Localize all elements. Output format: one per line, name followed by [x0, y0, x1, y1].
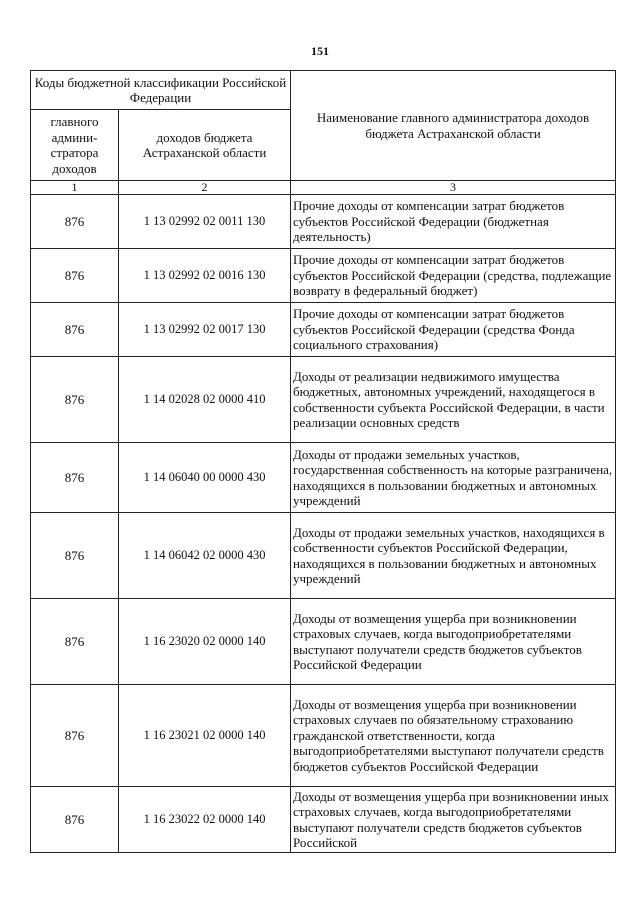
table-row: [31, 787, 616, 853]
admin-code-cell: 876: [31, 685, 119, 787]
admin-column-header: главного админи-стратора доходов: [31, 110, 119, 181]
codes-group-header: Коды бюджетной классификации Российской Федерации: [31, 71, 291, 110]
table-row: [31, 195, 616, 249]
income-code-cell: 1 14 06040 00 0000 430: [119, 443, 291, 513]
income-name-cell: Доходы от возмещения ущерба при возникновении страховых случаев, когда выгодоприобретателями выступают получатели средств бюджетов субъектов Российской Федерации: [291, 599, 616, 685]
income-name-cell: Доходы от продажи земельных участков, государственная собственность на которые разграничена, находящихся в пользовании бюджетных и автономных учреждений: [291, 443, 616, 513]
column-number-2: 2: [119, 181, 291, 195]
income-name-cell: Прочие доходы от компенсации затрат бюджетов субъектов Российской Федерации (средства, подлежащие возврату в федеральный бюджет): [291, 249, 616, 303]
page-number: 151: [311, 44, 329, 58]
admin-code-cell: 876: [31, 249, 119, 303]
income-column-header: доходов бюджета Астраханской области: [119, 110, 291, 181]
income-code-cell: 1 14 06042 02 0000 430: [119, 513, 291, 599]
income-name-cell: Прочие доходы от компенсации затрат бюджетов субъектов Российской Федерации (средства Фонда социального страхования): [291, 303, 616, 357]
income-code-cell: 1 13 02992 02 0017 130: [119, 303, 291, 357]
admin-code-cell: 876: [31, 599, 119, 685]
table-row: [31, 357, 616, 443]
income-name-cell: Доходы от возмещения ущерба при возникновении иных страховых случаев, когда выгодоприобретателями выступают получатели средств бюджетов субъектов Российской: [291, 787, 616, 853]
table-row: [31, 443, 616, 513]
admin-code-cell: 876: [31, 513, 119, 599]
admin-code-cell: 876: [31, 303, 119, 357]
column-number-3: 3: [291, 181, 616, 195]
table-row: [31, 249, 616, 303]
admin-code-cell: 876: [31, 195, 119, 249]
income-code-cell: 1 16 23022 02 0000 140: [119, 787, 291, 853]
income-code-cell: 1 16 23021 02 0000 140: [119, 685, 291, 787]
income-code-cell: 1 13 02992 02 0011 130: [119, 195, 291, 249]
table-row: [31, 685, 616, 787]
admin-code-cell: 876: [31, 787, 119, 853]
income-name-cell: Доходы от возмещения ущерба при возникновении страховых случаев по обязательному страхованию гражданской ответственности, когда выгодоприобретателями выступают получатели средств бюджетов субъектов Российской Федерации: [291, 685, 616, 787]
budget-codes-table: [30, 70, 616, 853]
name-column-header: Наименование главного администратора доходов бюджета Астраханской области: [291, 71, 616, 181]
income-code-cell: 1 14 02028 02 0000 410: [119, 357, 291, 443]
table-row: [31, 513, 616, 599]
table-row: [31, 599, 616, 685]
income-name-cell: Доходы от продажи земельных участков, находящихся в собственности субъектов Российской Федерации, находящихся в пользовании бюджетных и автономных учреждений: [291, 513, 616, 599]
admin-code-cell: 876: [31, 357, 119, 443]
income-name-cell: Прочие доходы от компенсации затрат бюджетов субъектов Российской Федерации (бюджетная деятельность): [291, 195, 616, 249]
income-code-cell: 1 13 02992 02 0016 130: [119, 249, 291, 303]
income-code-cell: 1 16 23020 02 0000 140: [119, 599, 291, 685]
admin-code-cell: 876: [31, 443, 119, 513]
column-number-1: 1: [31, 181, 119, 195]
income-name-cell: Доходы от реализации недвижимого имущества бюджетных, автономных учреждений, находящегося в собственности субъекта Российской Федерации, в части реализации основных средств: [291, 357, 616, 443]
table-row: [31, 303, 616, 357]
